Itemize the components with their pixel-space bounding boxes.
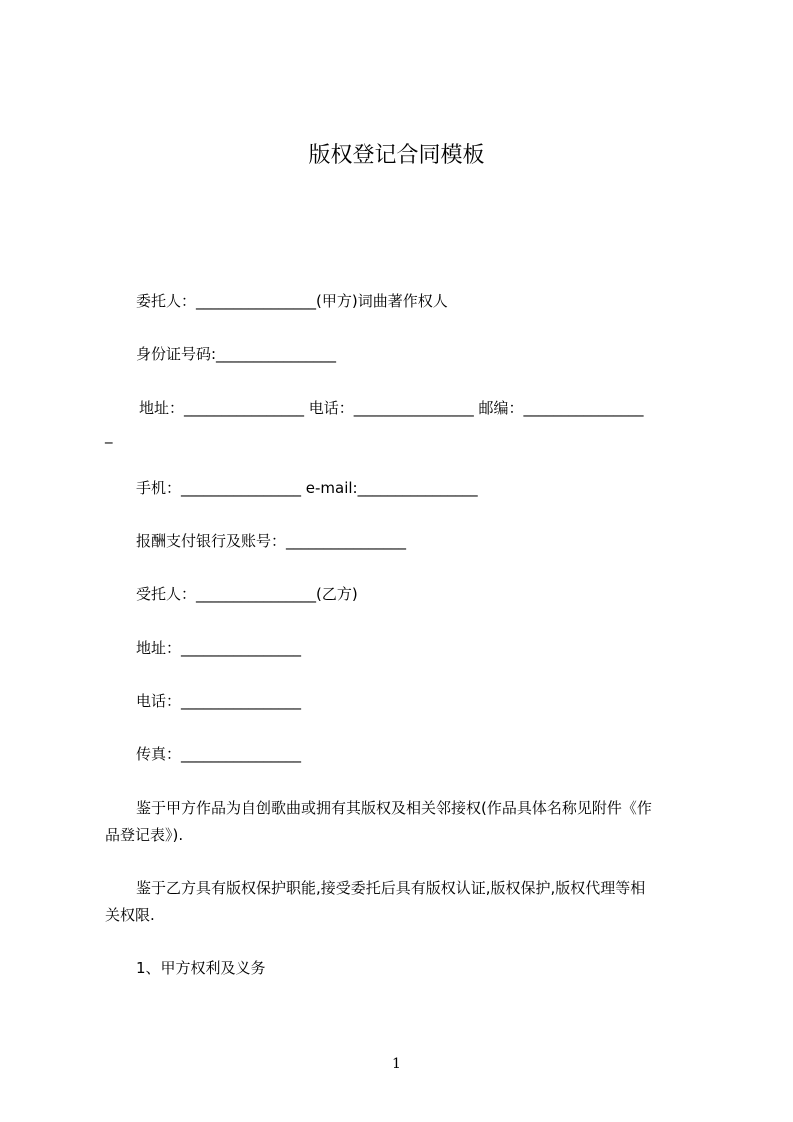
agent-line: 受托人：________________(乙方)	[136, 585, 358, 603]
document-title: 版权登记合同模板	[308, 143, 485, 168]
page-number: 1	[392, 1056, 401, 1072]
agent-fax-line: 传真：________________	[136, 745, 302, 763]
bank-account-line: 报酬支付银行及账号：________________	[136, 532, 407, 550]
client-line: 委托人：________________(甲方)词曲著作权人	[136, 292, 448, 310]
section-1-heading: 1、甲方权利及义务	[136, 959, 266, 977]
address-phone-zip-line: 地址：________________ 电话：________________ 邮编：________________	[139, 399, 644, 417]
whereas-b-line-2: 关权限.	[105, 906, 155, 924]
agent-phone-line: 电话：________________	[136, 692, 302, 710]
whereas-a-line-2: 品登记表》).	[105, 826, 184, 844]
whereas-a-line-1: 鉴于甲方作品为自创歌曲或拥有其版权及相关邻接权(作品具体名称见附件《作	[136, 799, 652, 817]
mobile-email-line: 手机：________________ e-mail:________________	[136, 479, 478, 497]
address-phone-zip-wrap-line: _	[105, 426, 113, 444]
whereas-b-line-1: 鉴于乙方具有版权保护职能,接受委托后具有版权认证,版权保护,版权代理等相	[136, 879, 646, 897]
id-number-line: 身份证号码:________________	[136, 345, 337, 363]
agent-address-line: 地址：________________	[136, 639, 302, 657]
